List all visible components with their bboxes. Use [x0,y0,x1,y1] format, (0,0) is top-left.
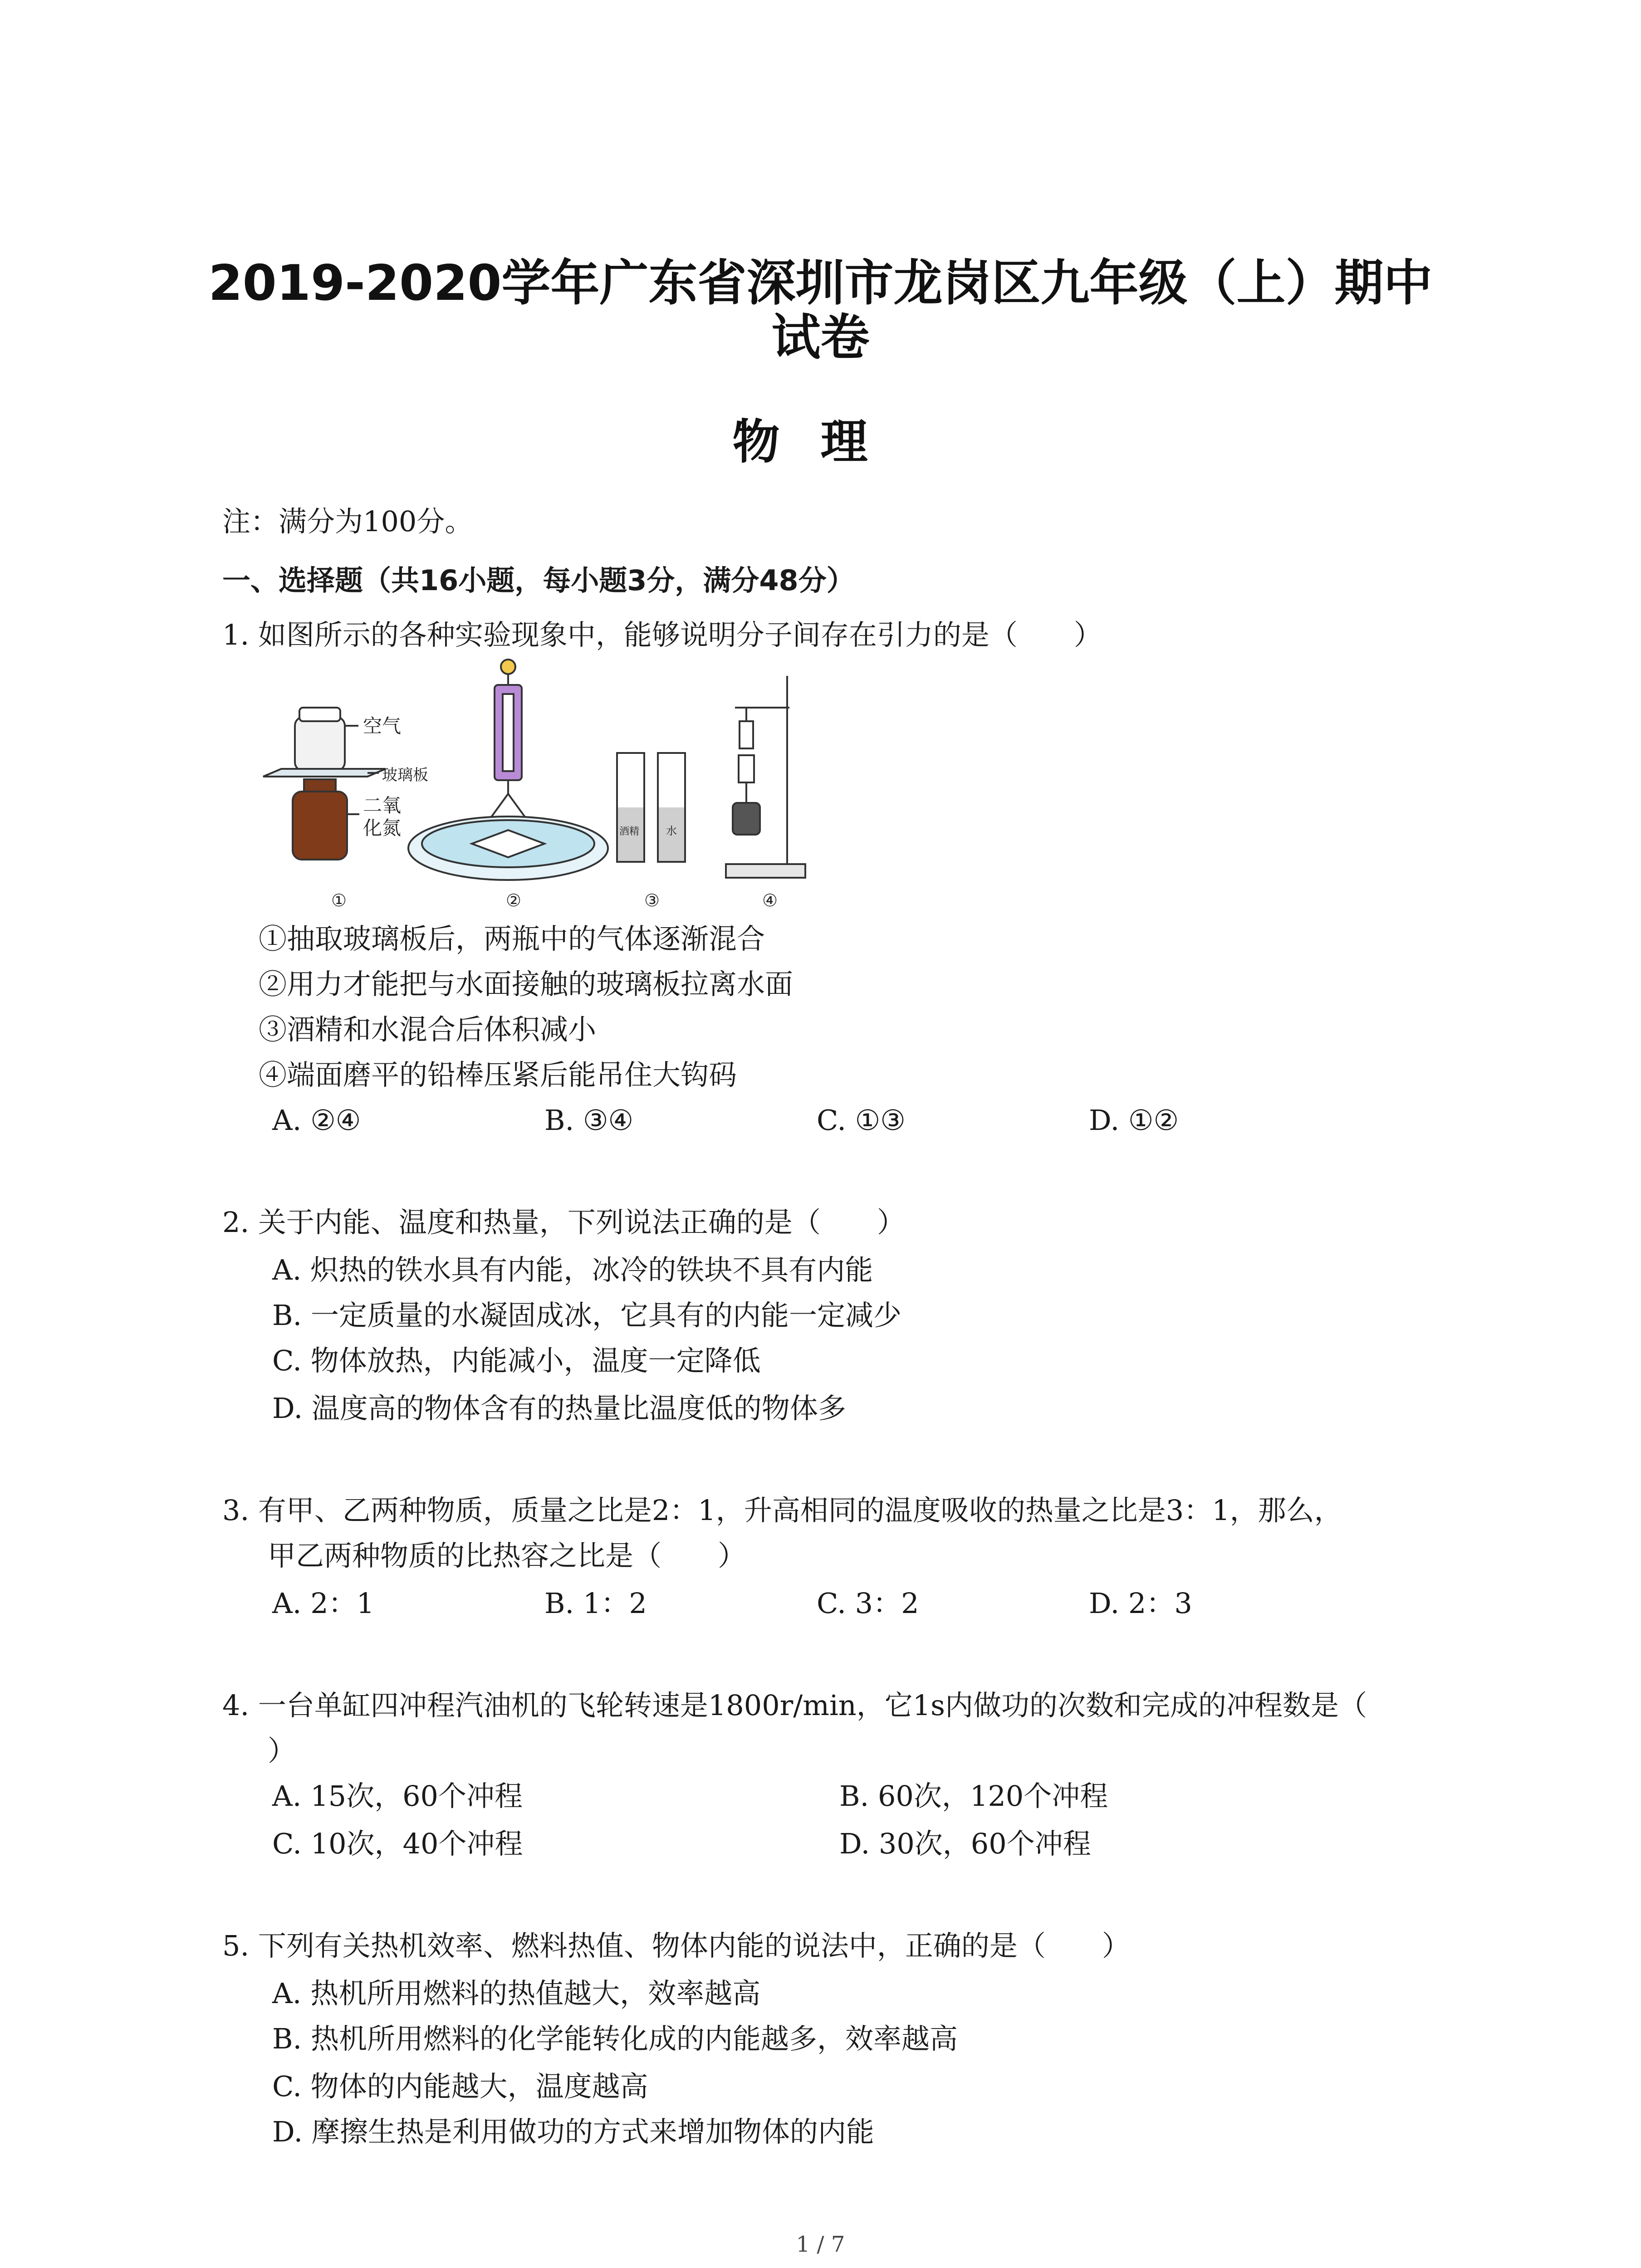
label-n2: ② [506,890,522,910]
note: 注：满分为100分。 [222,505,473,538]
q2-stem: 2. 关于内能、温度和热量，下列说法正确的是（ ） [222,1206,905,1239]
label-alcohol: 酒精 [619,826,640,837]
figure-alcohol-water [617,753,685,862]
q4-option-b: B. 60次，120个冲程 [839,1779,1108,1813]
q3-option-c: C. 3：2 [817,1587,919,1620]
q1-option-c: C. ①③ [817,1104,906,1137]
q4-stem-line-1: 4. 一台单缸四冲程汽油机的飞轮转速是1800r/min，它1s内做功的次数和完成的冲程数是（ [222,1689,1367,1722]
q1-item-3: ③酒精和水混合后体积减小 [259,1013,597,1046]
subject-title: 物理 [732,414,909,469]
q3-option-b: B. 1：2 [544,1587,647,1620]
q1-option-d: D. ①② [1089,1104,1179,1137]
page-number: 1 / 7 [796,2232,845,2257]
q1-stem: 1. 如图所示的各种实验现象中，能够说明分子间存在引力的是（ ） [222,618,1102,651]
label-air: 空气 [363,715,402,737]
q4-option-a: A. 15次，60个冲程 [272,1779,523,1813]
q3-stem-line-1: 3. 有甲、乙两种物质，质量之比是2：1，升高相同的温度吸收的热量之比是3：1，那么， [222,1494,1342,1527]
q1-item-1: ①抽取玻璃板后，两瓶中的气体逐渐混合 [259,922,765,955]
label-water: 水 [666,825,677,837]
title-line-2: 试卷 [771,309,870,366]
label-n3: ③ [644,890,660,910]
q5-option-c: C. 物体的内能越大，温度越高 [272,2070,648,2103]
q4-option-c: C. 10次，40个冲程 [272,1827,523,1860]
label-glass: 玻璃板 [382,766,428,784]
q1-item-2: ②用力才能把与水面接触的玻璃板拉离水面 [259,968,794,1001]
figure-spring-scale [408,660,608,880]
q4-stem-line-2: ） [268,1734,296,1767]
q3-stem-line-2: 甲乙两种物质的比热容之比是（ ） [268,1539,746,1572]
q3-option-a: A. 2：1 [272,1587,375,1620]
q1-option-a: A. ②④ [272,1104,361,1137]
q5-option-d: D. 摩擦生热是利用做功的方式来增加物体的内能 [272,2115,874,2148]
q2-option-d: D. 温度高的物体含有的热量比温度低的物体多 [272,1392,846,1425]
q2-option-c: C. 物体放热，内能减小，温度一定降低 [272,1344,761,1377]
label-n1: ① [331,890,347,910]
label-n4: ④ [762,890,778,910]
label-no2-b: 化氮 [363,817,402,839]
q1-option-b: B. ③④ [544,1104,634,1137]
label-no2-a: 二氧 [363,794,402,816]
q2-option-b: B. 一定质量的水凝固成冰，它具有的内能一定减少 [272,1299,901,1332]
q1-figure [254,658,844,912]
q5-option-a: A. 热机所用燃料的热值越大，效率越高 [272,1977,761,2010]
q4-option-d: D. 30次，60个冲程 [839,1827,1091,1860]
title-line-1: 2019-2020学年广东省深圳市龙岗区九年级（上）期中 [208,255,1433,312]
section-heading: 一、选择题（共16小题，每小题3分，满分48分） [222,564,855,597]
q1-item-4: ④端面磨平的铅棒压紧后能吊住大钩码 [259,1058,737,1091]
figure-lead-bars [726,676,805,878]
q5-option-b: B. 热机所用燃料的化学能转化成的内能越多，效率越高 [272,2022,958,2055]
q3-option-d: D. 2：3 [1089,1587,1192,1620]
q5-stem: 5. 下列有关热机效率、燃料热值、物体内能的说法中，正确的是（ ） [222,1929,1130,1962]
q2-option-a: A. 炽热的铁水具有内能，冰冷的铁块不具有内能 [272,1253,873,1286]
